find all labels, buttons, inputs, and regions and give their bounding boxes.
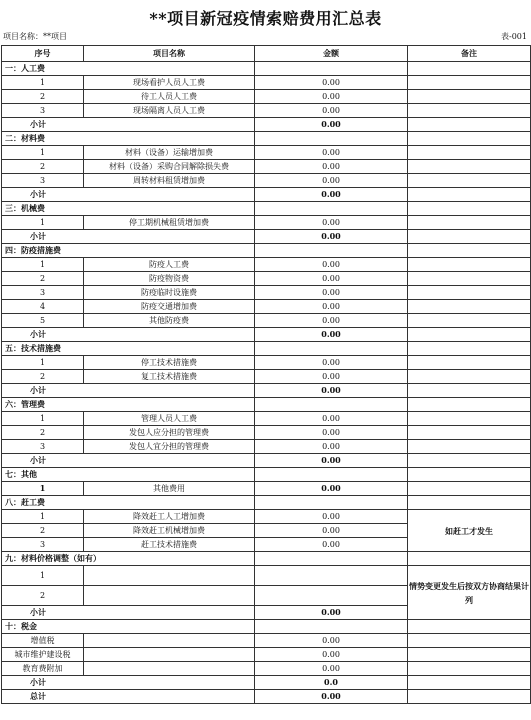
- row-label: 增值税: [2, 634, 84, 648]
- table-row: [2, 258, 531, 272]
- table-row: [2, 356, 531, 370]
- subtotal-amount: 0.00: [255, 454, 408, 468]
- row-item-name: 赶工技术措施费: [84, 538, 255, 552]
- subtotal-amount: 0.0: [255, 676, 408, 690]
- row-number: 3: [2, 286, 84, 300]
- row-number: 5: [2, 314, 84, 328]
- row-item-name: 复工技术措施费: [84, 370, 255, 384]
- section-amount-empty: [255, 398, 408, 412]
- row-remark: [408, 634, 531, 648]
- section-amount-empty: [255, 342, 408, 356]
- row-remark: [408, 258, 531, 272]
- subtotal-row: [2, 384, 531, 398]
- row-amount: 0.00: [255, 286, 408, 300]
- subtotal-row: [2, 676, 531, 690]
- section-note-empty: [408, 496, 531, 510]
- row-amount: 0.00: [255, 482, 408, 496]
- section-title: 七：其他: [2, 468, 255, 482]
- table-row: [2, 104, 531, 118]
- row-number: 2: [2, 90, 84, 104]
- row-number: 3: [2, 104, 84, 118]
- row-remark: [408, 216, 531, 230]
- table-row: [2, 510, 531, 524]
- section-note-empty: [408, 244, 531, 258]
- row-amount: 0.00: [255, 412, 408, 426]
- row-amount: 0.00: [255, 648, 408, 662]
- row-remark: [408, 426, 531, 440]
- section-header-row: [2, 552, 531, 566]
- subtotal-label: 小计: [2, 676, 255, 690]
- row-number: 1: [2, 510, 84, 524]
- table-row: [2, 174, 531, 188]
- row-amount: 0.00: [255, 160, 408, 174]
- row-item-name: 待工人员人工费: [84, 90, 255, 104]
- row-remark: [408, 286, 531, 300]
- row-number: 4: [2, 300, 84, 314]
- row-amount: 0.00: [255, 272, 408, 286]
- row-amount: 0.00: [255, 426, 408, 440]
- subtotal-remark: [408, 454, 531, 468]
- row-item-name: 管理人员人工费: [84, 412, 255, 426]
- row-remark: [408, 104, 531, 118]
- table-body: [2, 62, 531, 704]
- cost-table: [1, 45, 531, 704]
- table-row: [2, 634, 531, 648]
- row-amount: 0.00: [255, 300, 408, 314]
- section-title: 六：管理费: [2, 398, 255, 412]
- section-amount-empty: [255, 468, 408, 482]
- row-amount: 0.00: [255, 510, 408, 524]
- row-number: 1: [2, 146, 84, 160]
- row-item-name: [84, 662, 255, 676]
- table-row: [2, 160, 531, 174]
- section-amount-empty: [255, 620, 408, 634]
- row-remark: 如赶工才发生: [408, 510, 531, 552]
- row-number: 1: [2, 412, 84, 426]
- row-item-name: 周转材料租赁增加费: [84, 174, 255, 188]
- row-number: 1: [2, 76, 84, 90]
- row-amount: 0.00: [255, 662, 408, 676]
- subtotal-row: [2, 328, 531, 342]
- row-amount: 0.00: [255, 356, 408, 370]
- row-remark: [408, 662, 531, 676]
- section-amount-empty: [255, 496, 408, 510]
- row-number: 2: [2, 160, 84, 174]
- section-amount-empty: [255, 62, 408, 76]
- row-amount: 0.00: [255, 370, 408, 384]
- table-row: [2, 412, 531, 426]
- section-title: 八：赶工费: [2, 496, 255, 510]
- row-amount: 0.00: [255, 90, 408, 104]
- row-label: 教育费附加: [2, 662, 84, 676]
- row-remark: [408, 356, 531, 370]
- table-row: [2, 146, 531, 160]
- subtotal-amount: 0.00: [255, 384, 408, 398]
- table-row: [2, 426, 531, 440]
- subtotal-label: 小计: [2, 328, 255, 342]
- total-remark: [408, 690, 531, 704]
- section-header-row: [2, 398, 531, 412]
- subtotal-remark: [408, 118, 531, 132]
- row-amount: 0.00: [255, 76, 408, 90]
- section-title: 九：材料价格调整（如有）: [2, 552, 255, 566]
- header-row: [2, 46, 531, 62]
- row-item-name: 材料（设备）采购合同解除损失费: [84, 160, 255, 174]
- subtotal-row: [2, 118, 531, 132]
- row-remark: [408, 370, 531, 384]
- row-remark: [408, 300, 531, 314]
- table-code: 表-001: [501, 32, 527, 41]
- table-row: [2, 300, 531, 314]
- row-item-name: 其他费用: [84, 482, 255, 496]
- section-note-empty: [408, 62, 531, 76]
- section-header-row: [2, 496, 531, 510]
- header-no: 序号: [2, 46, 84, 62]
- section-note-empty: [408, 398, 531, 412]
- row-item-name: 防疫物资费: [84, 272, 255, 286]
- section-title: 二：材料费: [2, 132, 255, 146]
- document-title: **项目新冠疫情索赔费用汇总表: [149, 9, 382, 28]
- row-item-name: 停工技术措施费: [84, 356, 255, 370]
- section-title: 十：税金: [2, 620, 255, 634]
- subtotal-label: 小计: [2, 188, 255, 202]
- section-header-row: [2, 202, 531, 216]
- row-number: 2: [2, 586, 84, 606]
- section-title: 四：防疫措施费: [2, 244, 255, 258]
- section-note-empty: [408, 132, 531, 146]
- row-amount: 0.00: [255, 104, 408, 118]
- table-row: [2, 286, 531, 300]
- header-amount: 金额: [255, 46, 408, 62]
- total-row: [2, 690, 531, 704]
- row-remark: [408, 440, 531, 454]
- section-amount-empty: [255, 132, 408, 146]
- section-title: 三：机械费: [2, 202, 255, 216]
- section-amount-empty: [255, 244, 408, 258]
- row-remark: [408, 314, 531, 328]
- row-amount: 0.00: [255, 524, 408, 538]
- row-item-name: 降效赶工人工增加费: [84, 510, 255, 524]
- subtotal-amount: 0.00: [255, 328, 408, 342]
- row-number: 2: [2, 426, 84, 440]
- subtotal-row: [2, 230, 531, 244]
- row-remark: [408, 160, 531, 174]
- row-item-name: 发包人应分担的管理费: [84, 426, 255, 440]
- row-amount: 0.00: [255, 146, 408, 160]
- subtotal-row: [2, 188, 531, 202]
- row-item-name: 停工期机械租赁增加费: [84, 216, 255, 230]
- subtotal-label: 小计: [2, 454, 255, 468]
- section-amount-empty: [255, 202, 408, 216]
- row-number: 1: [2, 356, 84, 370]
- subtotal-remark: [408, 328, 531, 342]
- header-note: 备注: [408, 46, 531, 62]
- row-remark: [408, 412, 531, 426]
- section-header-row: [2, 62, 531, 76]
- subtotal-remark: [408, 676, 531, 690]
- header-name: 项目名称: [84, 46, 255, 62]
- subtotal-label: 小计: [2, 384, 255, 398]
- row-item-name: 防疫人工费: [84, 258, 255, 272]
- table-row: [2, 566, 531, 586]
- section-note-empty: [408, 620, 531, 634]
- row-item-name: 材料（设备）运输增加费: [84, 146, 255, 160]
- row-item-name: [84, 586, 255, 606]
- row-number: 2: [2, 272, 84, 286]
- row-amount: 0.00: [255, 258, 408, 272]
- section-note-empty: [408, 202, 531, 216]
- subtotal-remark: [408, 230, 531, 244]
- table-row: [2, 272, 531, 286]
- row-number: 1: [2, 216, 84, 230]
- row-item-name: [84, 648, 255, 662]
- subtotal-amount: 0.00: [255, 188, 408, 202]
- row-remark: [408, 146, 531, 160]
- section-header-row: [2, 468, 531, 482]
- section-note-empty: [408, 552, 531, 566]
- row-amount: [255, 586, 408, 606]
- row-number: 1: [2, 566, 84, 586]
- section-title: 一：人工费: [2, 62, 255, 76]
- row-remark: [408, 272, 531, 286]
- row-item-name: 现场隔离人员人工费: [84, 104, 255, 118]
- table-row: [2, 76, 531, 90]
- total-label: 总计: [2, 690, 255, 704]
- row-item-name: 现场看护人员人工费: [84, 76, 255, 90]
- row-item-name: 防疫交通增加费: [84, 300, 255, 314]
- row-item-name: [84, 634, 255, 648]
- table-row: [2, 662, 531, 676]
- row-item-name: [84, 566, 255, 586]
- row-number: 1: [2, 482, 84, 496]
- row-amount: 0.00: [255, 216, 408, 230]
- section-header-row: [2, 244, 531, 258]
- row-amount: 0.00: [255, 174, 408, 188]
- section-amount-empty: [255, 552, 408, 566]
- row-remark: [408, 482, 531, 496]
- row-remark: [408, 90, 531, 104]
- row-amount: 0.00: [255, 538, 408, 552]
- subtotal-amount: 0.00: [255, 230, 408, 244]
- section-header-row: [2, 132, 531, 146]
- row-item-name: 降效赶工机械增加费: [84, 524, 255, 538]
- subtotal-remark: [408, 384, 531, 398]
- table-row: [2, 648, 531, 662]
- subtotal-label: 小计: [2, 606, 255, 620]
- row-amount: 0.00: [255, 440, 408, 454]
- row-number: 3: [2, 538, 84, 552]
- row-item-name: 发包人宜分担的管理费: [84, 440, 255, 454]
- row-number: 3: [2, 440, 84, 454]
- row-number: 1: [2, 258, 84, 272]
- row-item-name: 其他防疫费: [84, 314, 255, 328]
- row-number: 3: [2, 174, 84, 188]
- table-row: [2, 216, 531, 230]
- row-number: 2: [2, 524, 84, 538]
- row-label: 城市维护建设税: [2, 648, 84, 662]
- subtotal-row: [2, 454, 531, 468]
- section-title: 五：技术措施费: [2, 342, 255, 356]
- section-header-row: [2, 620, 531, 634]
- row-amount: [255, 566, 408, 586]
- row-remark: [408, 648, 531, 662]
- total-amount: 0.00: [255, 690, 408, 704]
- section-note-empty: [408, 468, 531, 482]
- section-note-empty: [408, 342, 531, 356]
- row-remark: [408, 174, 531, 188]
- row-amount: 0.00: [255, 634, 408, 648]
- subtotal-label: 小计: [2, 118, 255, 132]
- table-row: [2, 314, 531, 328]
- subtotal-remark: [408, 188, 531, 202]
- row-remark: 情势变更发生后按双方协商结果计列: [408, 566, 531, 620]
- row-amount: 0.00: [255, 314, 408, 328]
- table-row: [2, 440, 531, 454]
- row-number: 2: [2, 370, 84, 384]
- table-row: [2, 90, 531, 104]
- section-header-row: [2, 342, 531, 356]
- row-item-name: 防疫临时设施费: [84, 286, 255, 300]
- subtotal-amount: 0.00: [255, 606, 408, 620]
- table-row: [2, 370, 531, 384]
- project-name: 项目名称：**项目: [3, 32, 67, 41]
- subtotal-amount: 0.00: [255, 118, 408, 132]
- table-row: [2, 482, 531, 496]
- row-remark: [408, 76, 531, 90]
- subtotal-label: 小计: [2, 230, 255, 244]
